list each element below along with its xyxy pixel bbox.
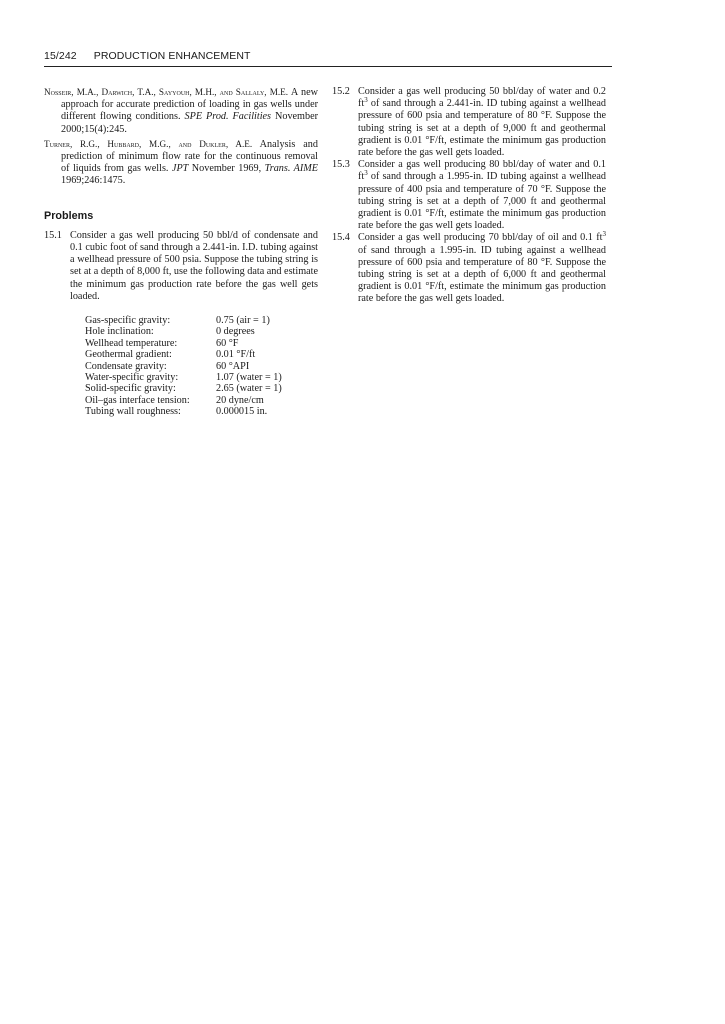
reference-citation: November 1969, [188, 163, 265, 175]
data-label: Oil–gas interface tension: [85, 394, 190, 406]
reference-journal: SPE Prod. Facilities [184, 111, 272, 123]
data-value: 0 degrees [216, 326, 255, 338]
problem-text: Consider a gas well producing 50 bbl/d of condensate and 0.1 cubic foot of sand through a 2.441-in. I.D. tubing against a wellhead pressure of 500 psia. Suppose the tubing string is set at a depth of 8,000 ft, use the following data and estimate the minimum gas production rate before the gas well gets loaded. [70, 229, 318, 302]
table-row [85, 349, 282, 360]
reference-nosseir [44, 86, 318, 136]
data-value: 1.07 (water = 1) [216, 372, 282, 384]
problem-number: 15.2 [332, 86, 350, 97]
header-rule [44, 66, 612, 67]
data-label: Gas-specific gravity: [85, 315, 171, 327]
problem-text-part: Consider a gas well producing 70 bbl/day of oil and 0.1 ft [358, 232, 603, 244]
table-row [85, 383, 282, 394]
section-title: PRODUCTION ENHANCEMENT [93, 50, 251, 62]
data-value: 60 °API [216, 360, 250, 372]
data-value: 0.000015 in. [216, 406, 268, 418]
left-column [44, 86, 318, 418]
data-value: 20 dyne/cm [216, 394, 264, 406]
problem-15-3 [332, 159, 606, 232]
data-value: 0.75 (air = 1) [216, 315, 270, 327]
reference-citation: November 2000;15(4):245. [61, 111, 318, 135]
data-value: 60 °F [216, 337, 239, 349]
reference-turner [44, 138, 318, 188]
reference-title: A new approach for accurate prediction of loading in gas wells under different flowing conditions. [61, 87, 318, 123]
problems-heading: Problems [44, 209, 94, 222]
problem-text-part: Consider a gas well producing 50 bbl/day of water and 0.2 ft [358, 86, 606, 110]
reference-journal: JPT [171, 163, 189, 175]
superscript: 3 [602, 230, 606, 239]
problem-number: 15.1 [44, 229, 62, 241]
table-row [85, 361, 282, 372]
table-row [85, 372, 282, 383]
data-label: Geothermal gradient: [85, 349, 172, 361]
data-label: Solid-specific gravity: [85, 383, 176, 395]
problem-text [358, 232, 606, 305]
data-value: 2.65 (water = 1) [216, 383, 282, 395]
superscript: 3 [364, 169, 368, 178]
reference-journal-2: Trans. AIME [264, 163, 318, 175]
problem-text-part: of sand through a 1.995-in. ID tubing against a wellhead pressure of 600 psia and temperature of 80 °F. Suppose the tubing string is set at a depth of 6,000 ft and geothermal gradient is 0.01 °F/ft, estimate the minimum gas production rate before the gas well gets loaded. [358, 244, 606, 305]
running-header [44, 50, 265, 62]
table-row [85, 326, 282, 337]
problem-text [358, 86, 606, 159]
problem-number: 15.3 [332, 159, 350, 171]
data-label: Hole inclination: [85, 326, 154, 338]
reference-title: Analysis and prediction of minimum flow rate for the continuous removal of liquids from gas wells. [61, 138, 318, 175]
table-row [85, 315, 282, 326]
problem-text-part: of sand through a 2.441-in. ID tubing against a wellhead pressure of 600 psia and temperature of 80 °F. Suppose the tubing string is set at a depth of 9,000 ft and geothermal gradient is 0.01 °F/ft, estimate the minimum gas production rate before the gas well gets loaded. [358, 98, 606, 159]
superscript: 3 [364, 96, 368, 105]
data-label: Condensate gravity: [85, 360, 167, 372]
problem-number: 15.4 [332, 232, 350, 244]
problem-15-2 [332, 86, 606, 159]
reference-authors: Turner, R.G., Hubbard, M.G., and Dukler, A.E. [44, 138, 253, 149]
data-label: Wellhead temperature: [85, 337, 178, 349]
table-row [85, 395, 282, 406]
data-label: Water-specific gravity: [85, 372, 179, 384]
problem-15-1 [44, 230, 318, 303]
reference-authors: Nosseir, M.A., Darwich, T.A., Sayyouh, M.H., and Sallaly, M.E. [44, 87, 289, 97]
problem-text [358, 159, 606, 232]
table-row [85, 338, 282, 349]
reference-citation-2: 1969;246:1475. [61, 175, 126, 187]
problem-text-part: of sand through a 1.995-in. ID tubing against a wellhead pressure of 400 psia and temperature of 70 °F. Suppose the tubing string is set at a depth of 7,000 ft and geothermal gradient is 0.01 °F/ft, estimate the minimum gas production rate before the gas well gets loaded. [358, 171, 606, 232]
data-label: Tubing wall roughness: [85, 406, 181, 418]
data-value: 0.01 °F/ft [216, 349, 256, 361]
problem-15-4 [332, 232, 606, 305]
right-column [332, 86, 606, 306]
data-table [85, 315, 282, 418]
table-row [85, 406, 282, 417]
problem-text-part: Consider a gas well producing 80 bbl/day of water and 0.1 ft [358, 159, 606, 183]
page-number: 15/242 [44, 50, 77, 62]
